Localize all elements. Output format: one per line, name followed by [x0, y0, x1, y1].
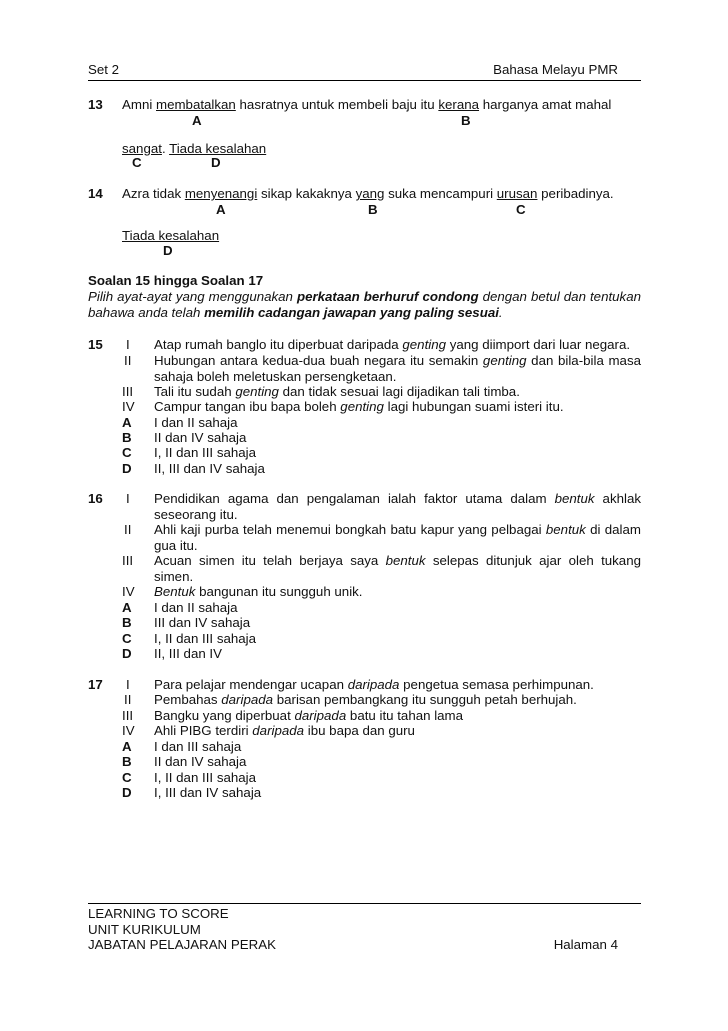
q14-label-a: A: [216, 202, 226, 217]
q17-option-letter: D: [122, 785, 132, 800]
question-13-line-2: sangat. Tiada kesalahan: [122, 141, 267, 156]
q16-statement: Acuan simen itu telah berjaya saya bentuk selepas ditunjuk ajar oleh tukang simen.: [154, 553, 641, 584]
q15-option-letter: C: [122, 445, 132, 460]
q14-label-b: B: [368, 202, 378, 217]
q15-option-text: I, II dan III sahaja: [154, 445, 257, 460]
q13-underline-b: kerana: [438, 97, 480, 112]
q16-option-letter: D: [122, 646, 132, 661]
q13-underline-a: membatalkan: [156, 97, 236, 112]
q13-underline-c: sangat: [122, 141, 162, 156]
q16-option-letter: A: [122, 600, 132, 615]
q14-underline-c: urusan: [496, 186, 538, 201]
q16-option-text: II, III dan IV: [154, 646, 222, 661]
question-number-13: 13: [88, 97, 103, 112]
page-number: Halaman 4: [553, 937, 618, 952]
q16-option-letter: C: [122, 631, 132, 646]
footer-line-3: JABATAN PELAJARAN PERAK: [88, 937, 276, 952]
q13-label-a: A: [192, 113, 202, 128]
footer-line-1: LEARNING TO SCORE: [88, 906, 229, 921]
question-14-line-1: Azra tidak menyenangi sikap kakaknya yang suka mencampuri urusan peribadinya.: [122, 186, 614, 201]
q15-option-text: II dan IV sahaja: [154, 430, 247, 445]
question-number-16: 16: [88, 491, 103, 506]
q17-option-letter: C: [122, 770, 132, 785]
question-13-line-1: Amni membatalkan hasratnya untuk membeli baju itu kerana harganya amat mahal: [122, 97, 612, 112]
q17-statement: Pembahas daripada barisan pembangkang itu sungguh petah berhujah.: [154, 692, 577, 707]
q17-statement: Bangku yang diperbuat daripada batu itu tahan lama: [154, 708, 464, 723]
question-number-15: 15: [88, 337, 103, 352]
q14-underline-d: Tiada kesalahan: [122, 228, 220, 243]
q15-option-text: I dan II sahaja: [154, 415, 238, 430]
q13-label-b: B: [461, 113, 471, 128]
q16-roman: IV: [122, 584, 135, 599]
q16-statement: Pendidikan agama dan pengalaman ialah faktor utama dalam bentuk akhlak seseorang itu.: [154, 491, 641, 522]
q14-underline-a: menyenangi: [184, 186, 258, 201]
q17-option-text: II dan IV sahaja: [154, 754, 247, 769]
q17-roman: IV: [122, 723, 135, 738]
q13-underline-d: Tiada kesalahan: [169, 141, 267, 156]
q16-roman: II: [124, 522, 132, 537]
section-instruction: Pilih ayat-ayat yang menggunakan perkataan berhuruf condong dengan betul dan tentukan bahawa anda telah memilih cadangan jawapan yang paling sesuai.: [88, 289, 641, 320]
q15-statement: Tali itu sudah genting dan tidak sesuai lagi dijadikan tali timba.: [154, 384, 520, 399]
q17-statement: Para pelajar mendengar ucapan daripada pengetua semasa perhimpunan.: [154, 677, 594, 692]
question-number-17: 17: [88, 677, 103, 692]
q16-roman: III: [122, 553, 134, 568]
header-right: Bahasa Melayu PMR: [493, 62, 618, 77]
question-14-line-2: [122, 228, 219, 244]
q13-label-c: C: [132, 155, 142, 170]
q15-statement: Atap rumah banglo itu diperbuat daripada genting yang diimport dari luar negara.: [154, 337, 631, 352]
q17-roman: III: [122, 708, 134, 723]
q16-option-text: I dan II sahaja: [154, 600, 238, 615]
q15-roman: III: [122, 384, 134, 399]
header-rule: [88, 80, 641, 81]
q16-roman: I: [126, 491, 130, 506]
q15-option-letter: B: [122, 430, 132, 445]
question-number-14: 14: [88, 186, 103, 201]
q14-label-d: D: [163, 243, 173, 258]
section-title: Soalan 15 hingga Soalan 17: [88, 273, 264, 288]
q13-label-d: D: [211, 155, 221, 170]
q15-option-letter: D: [122, 461, 132, 476]
q14-label-c: C: [516, 202, 526, 217]
footer-rule: [88, 903, 641, 904]
q15-option-letter: A: [122, 415, 132, 430]
q14-underline-b: yang: [355, 186, 385, 201]
q17-option-text: I dan III sahaja: [154, 739, 242, 754]
q15-option-text: II, III dan IV sahaja: [154, 461, 265, 476]
q17-option-letter: A: [122, 739, 132, 754]
q17-statement: Ahli PIBG terdiri daripada ibu bapa dan guru: [154, 723, 415, 738]
q16-statement: Bentuk bangunan itu sungguh unik.: [154, 584, 363, 599]
q17-roman: II: [124, 692, 132, 707]
q17-option-letter: B: [122, 754, 132, 769]
q16-option-letter: B: [122, 615, 132, 630]
q15-statement: Hubungan antara kedua-dua buah negara itu semakin genting dan bila-bila masa sahaja boleh meletuskan persengketaan.: [154, 353, 641, 384]
q16-statement: Ahli kaji purba telah menemui bongkah batu kapur yang pelbagai bentuk di dalam gua itu.: [154, 522, 641, 553]
q17-option-text: I, II dan III sahaja: [154, 770, 257, 785]
footer-line-2: UNIT KURIKULUM: [88, 922, 201, 937]
q17-option-text: I, III dan IV sahaja: [154, 785, 262, 800]
q16-option-text: I, II dan III sahaja: [154, 631, 257, 646]
q15-roman: II: [124, 353, 132, 368]
q16-option-text: III dan IV sahaja: [154, 615, 251, 630]
q17-roman: I: [126, 677, 130, 692]
q15-roman: I: [126, 337, 130, 352]
q15-roman: IV: [122, 399, 135, 414]
q15-statement: Campur tangan ibu bapa boleh genting lagi hubungan suami isteri itu.: [154, 399, 564, 414]
header-left: Set 2: [88, 62, 120, 77]
